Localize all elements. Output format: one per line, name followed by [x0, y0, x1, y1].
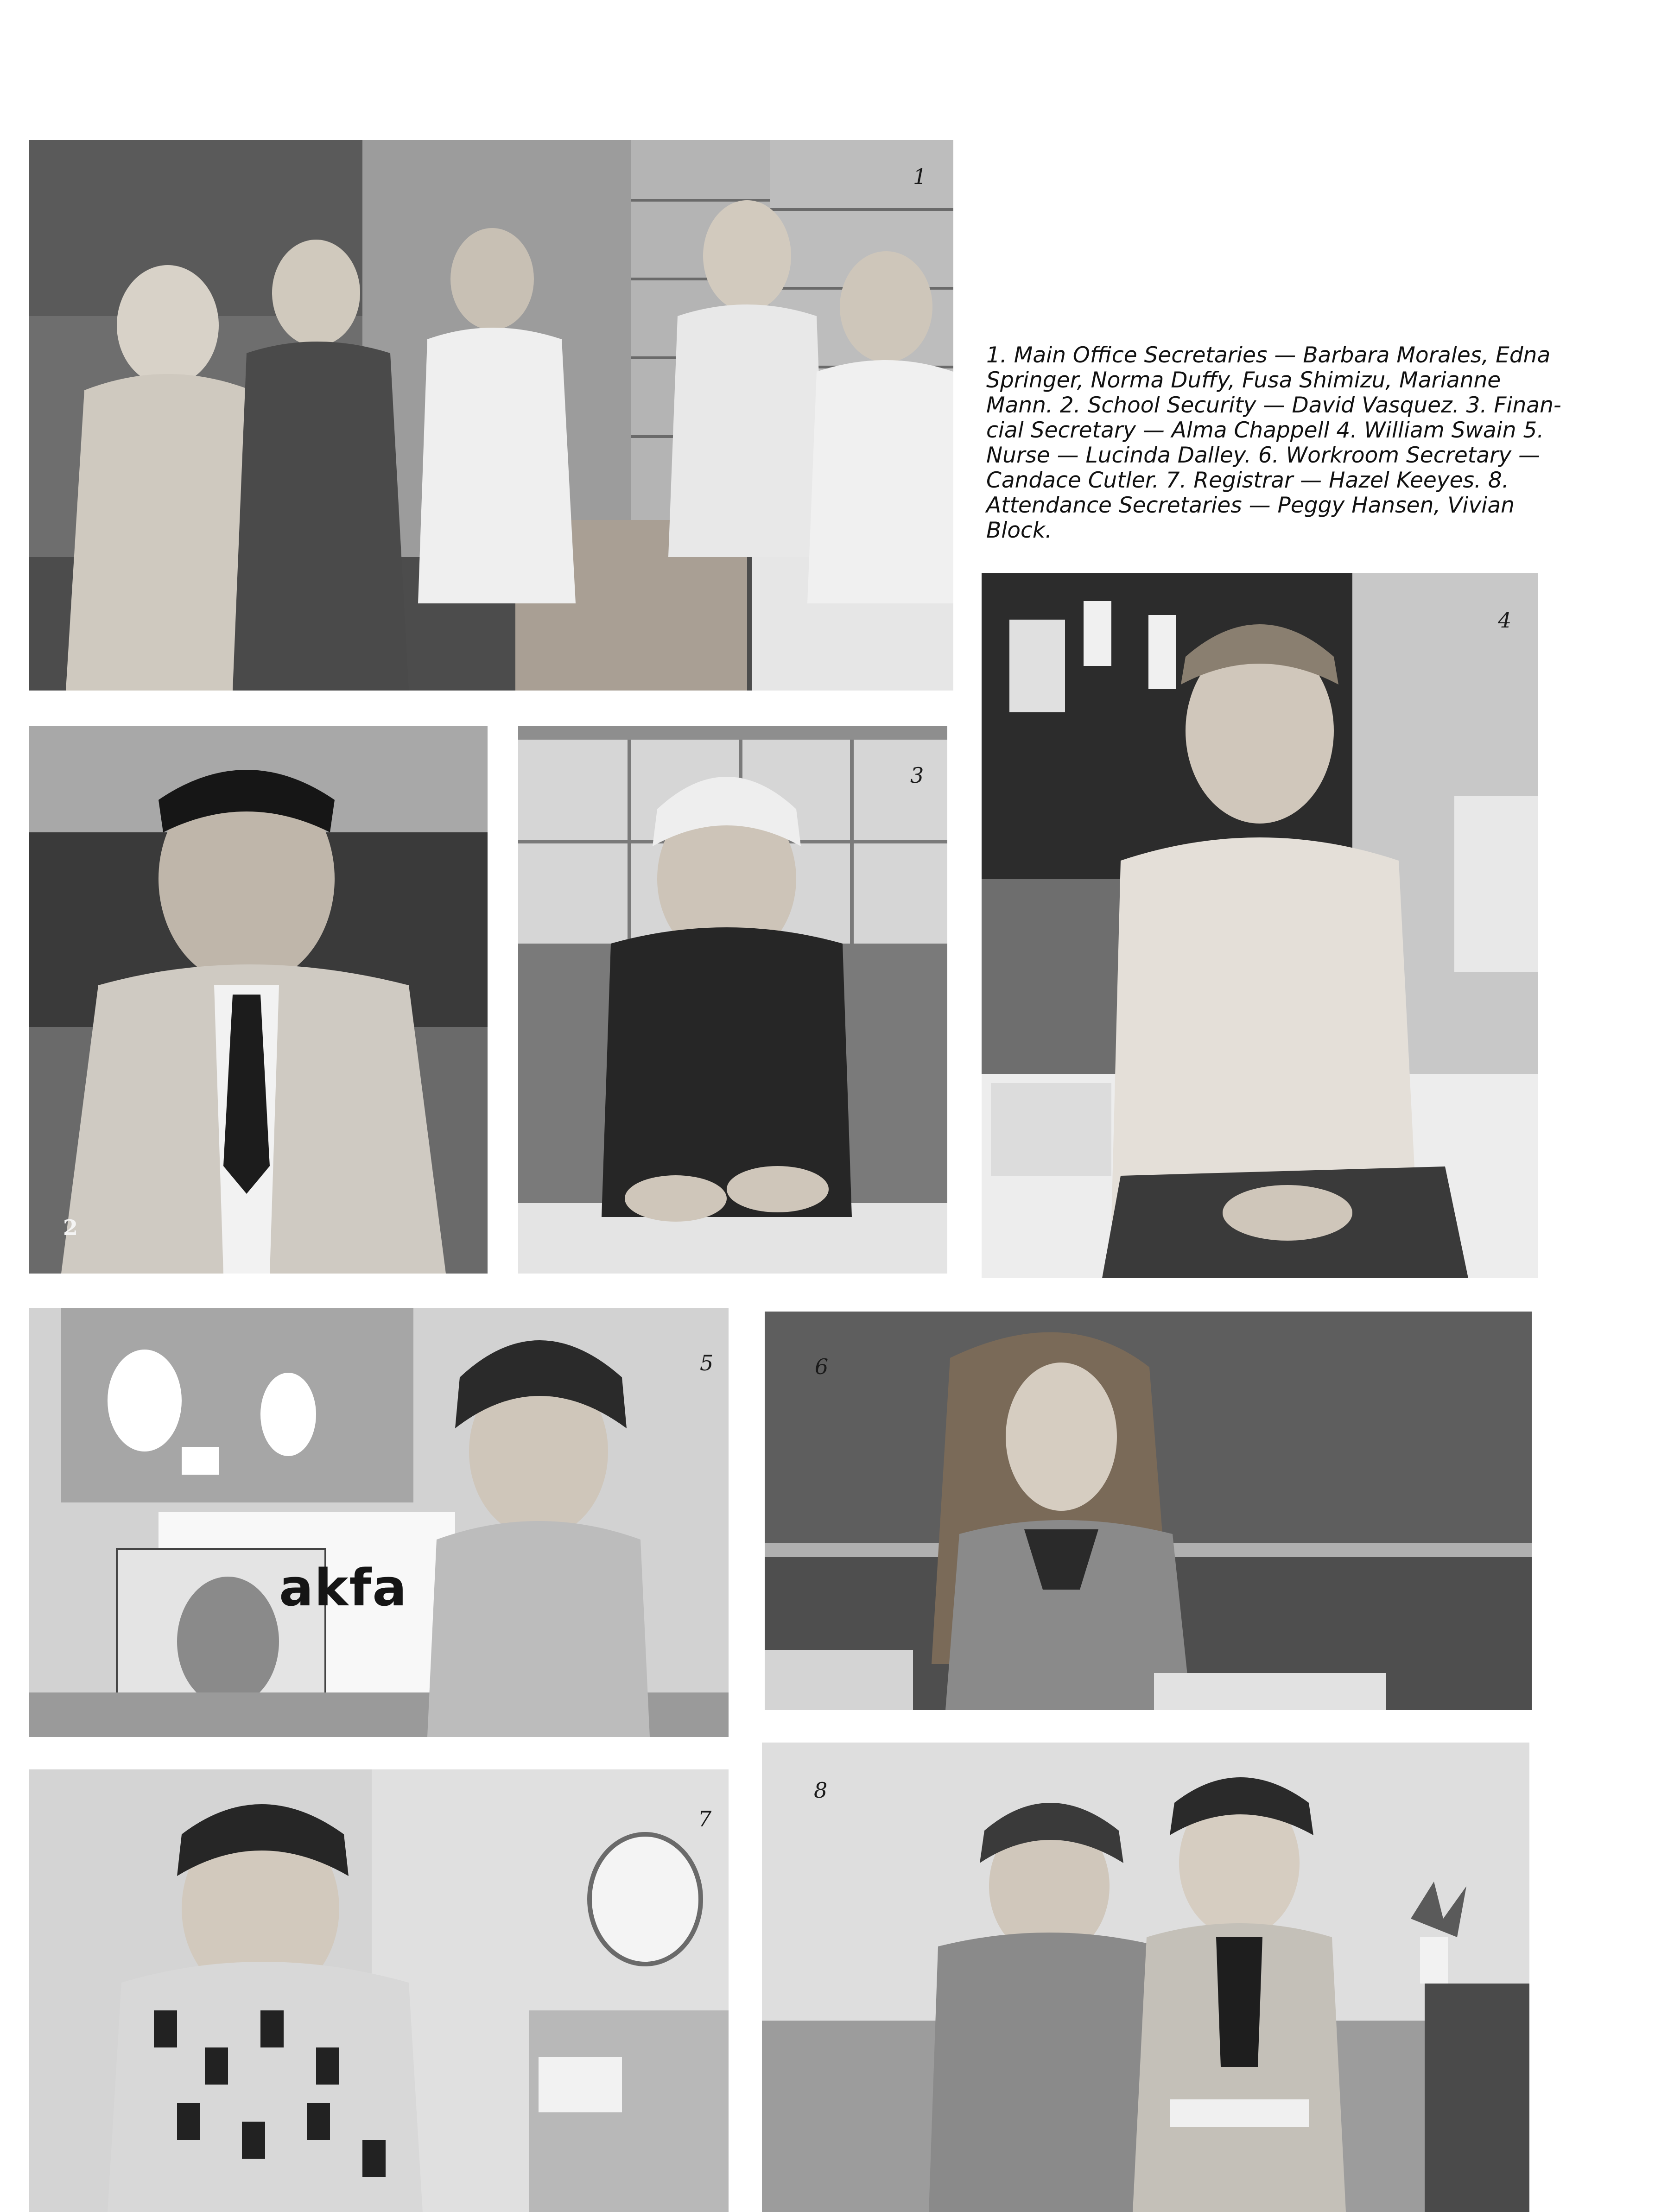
photo-number: 2	[63, 1215, 78, 1240]
caption-line: 1. Main Office Secretaries — Barbara Morales, Edna	[986, 342, 1551, 368]
caption-line: Block.	[986, 518, 1053, 543]
photo-number: 5	[700, 1350, 714, 1375]
caption-line: Springer, Norma Duffy, Fusa Shimizu, Marianne	[986, 368, 1501, 393]
photo-2-image	[29, 726, 488, 1274]
photo-number: 8	[814, 1778, 828, 1803]
photo-6-image	[765, 1312, 1532, 1710]
photo-1-image	[29, 140, 953, 691]
caption-line: Mann. 2. School Security — David Vasquez. 3. Finan-	[986, 393, 1561, 418]
photo-main-office-secretaries	[29, 140, 953, 691]
photo-number: 1	[913, 164, 927, 189]
photo-4-image	[982, 573, 1538, 1278]
photo-number: 6	[815, 1354, 829, 1379]
photo-william-swain	[982, 573, 1538, 1278]
photo-5-image	[29, 1308, 729, 1737]
photo-7-image	[29, 1769, 729, 2212]
photo-number: 7	[698, 1806, 712, 1832]
photo-nurse	[29, 1308, 729, 1737]
photo-number: 3	[910, 763, 924, 788]
caption-line: Nurse — Lucinda Dalley. 6. Workroom Secretary —	[986, 443, 1541, 468]
photo-school-security	[29, 726, 488, 1274]
photo-number: 4	[1498, 608, 1512, 633]
caption-line: Candace Cutler. 7. Registrar — Hazel Keeyes. 8.	[986, 468, 1509, 493]
photo-caption	[986, 342, 1561, 543]
photo-registrar	[29, 1769, 729, 2212]
photo-financial-secretary	[518, 726, 947, 1274]
photo-8-image	[762, 1743, 1529, 2212]
caption-line: Attendance Secretaries — Peggy Hansen, Vivian	[986, 493, 1515, 518]
photo-attendance-secretaries	[762, 1743, 1529, 2212]
photo-3-image	[518, 726, 947, 1274]
caption-line: cial Secretary — Alma Chappell 4. William Swain 5.	[986, 418, 1544, 443]
anatomy-sign-text: akfa	[279, 1558, 408, 1617]
photo-workroom-secretary	[765, 1312, 1532, 1710]
